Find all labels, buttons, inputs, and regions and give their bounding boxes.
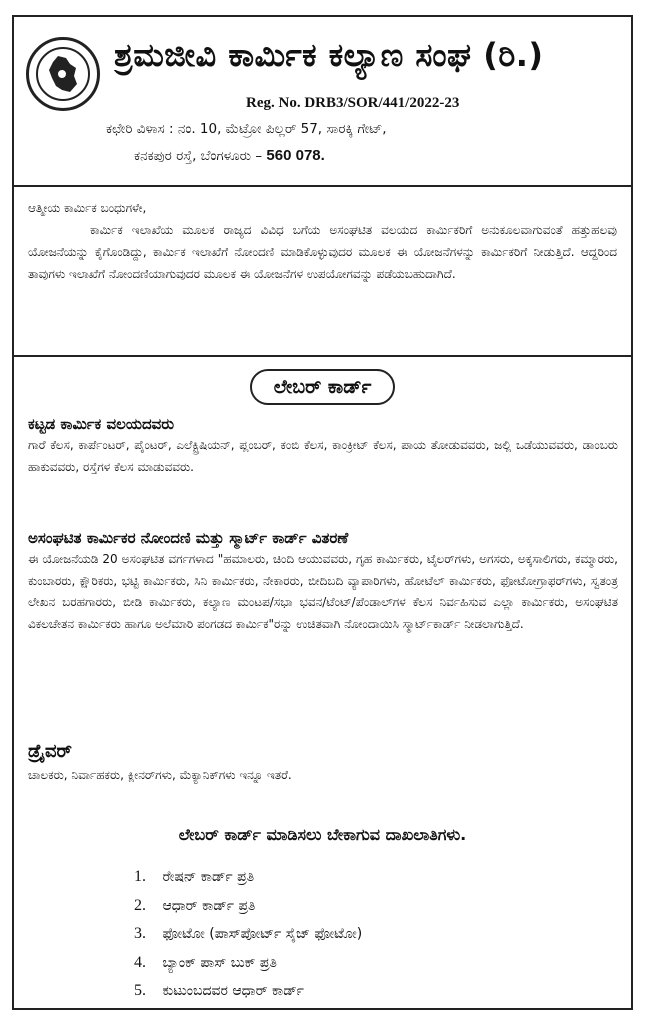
list-item: 3. ಫೋಟೋ (ಪಾಸ್‌ಪೋರ್ಟ್ ಸೈಜ್ ಫೋಟೋ)	[134, 925, 363, 942]
labour-card-banner	[14, 369, 631, 405]
greeting: ಆತ್ಮೀಯ ಕಾರ್ಮಿಕ ಬಂಧುಗಳೇ,	[28, 201, 147, 215]
construction-heading: ಕಟ್ಟಡ ಕಾರ್ಮಿಕ ವಲಯದವರು	[28, 415, 174, 433]
list-item: 4. ಬ್ಯಾಂಕ್ ಪಾಸ್ ಬುಕ್ ಪ್ರತಿ	[134, 953, 277, 971]
karnataka-map-emblem-icon	[26, 37, 100, 111]
documents-list	[134, 863, 362, 1006]
intro-section	[14, 187, 631, 357]
construction-body: ಗಾರೆ ಕೆಲಸ, ಕಾರ್ಪೆಂಟರ್, ಪೈಂಟರ್, ಎಲೆಕ್ಟ್ರಿಷಿಯನ್, ಪ್ಲಂಬರ್, ಕಂಬಿ ಕೆಲಸ, ಕಾಂಕ್ರೀಟ್ ಕೆಲಸ, ಪಾಯ ತೋಡುವವರು, ಜಲ್ಲಿ ಒಡೆಯುವವರು, ಡಾಂಬರು ಹಾಕುವವರು, ರಸ್ತೆಗಳ ಕೆಲಸ ಮಾಡುವವರು.	[28, 438, 618, 474]
notice-page	[12, 15, 633, 1010]
labour-card-title: ಲೇಬರ್ ಕಾರ್ಡ್	[250, 369, 396, 405]
list-item: 1. ರೇಷನ್ ಕಾರ್ಡ್ ಪ್ರತಿ	[134, 868, 255, 885]
unorganised-body: ಈ ಯೋಜನೆಯಡಿ 20 ಅಸಂಘಟಿತ ವರ್ಗಗಳಾದ "ಹಮಾಲರು, ಚಿಂದಿ ಆಯುವವರು, ಗೃಹ ಕಾರ್ಮಿಕರು, ಟೈಲರ್‌ಗಳು, ಅಗಸರು, ಅಕ್ಕಸಾಲಿಗರು, ಕಮ್ಮಾರರು, ಕುಂಬಾರರು, ಕ್ಷೌರಿಕರು, ಭಟ್ಟಿ ಕಾರ್ಮಿಕರು, ಸಿನಿ ಕಾರ್ಮಿಕರು, ನೇಕಾರರು, ಬೀದಿಬದಿ ವ್ಯಾಪಾರಿಗಳು, ಹೋಟೆಲ್ ಕಾರ್ಮಿಕರು, ಫೋಟೋಗ್ರಾಫರ್‌ಗಳು, ಸ್ವತಂತ್ರ ಲೇಖನ ಬರಹಗಾರರು, ಬೀಡಿ ಕಾರ್ಮಿಕರು, ಕಲ್ಯಾಣ ಮಂಟಪ/ಸಭಾ ಭವನ/ಟೆಂಟ್/ಪೆಂಡಾಲ್‌ಗಳ ಕೆಲಸ ನಿರ್ವಹಿಸುವ ಎಲ್ಲಾ ಕಾರ್ಮಿಕರು, ಅಸಂಘಟಿತ ವಿಕಲಚೇತನ ಕಾರ್ಮಿಕರು ಹಾಗೂ ಅಲೆಮಾರಿ ಪಂಗಡದ ಕಾರ್ಮಿಕ"ರನ್ನು ಉಚಿತವಾಗಿ ನೋಂದಾಯಿಸಿ ಸ್ಮಾರ್ಟ್‌ಕಾರ್ಡ್ ನೀಡಲಾಗುತ್ತಿದೆ.	[28, 552, 618, 631]
intro-paragraph: ಕಾರ್ಮಿಕ ಇಲಾಖೆಯ ಮೂಲಕ ರಾಜ್ಯದ ವಿವಿಧ ಬಗೆಯ ಅಸಂಘಟಿತ ವಲಯದ ಕಾರ್ಮಿಕರಿಗೆ ಅನುಕೂಲವಾಗುವಂತೆ ಹತ್ತುಹಲವು ಯೋಜನೆಯನ್ನು ಕೈಗೊಂಡಿದ್ದು, ಕಾರ್ಮಿಕ ಇಲಾಖೆಗೆ ನೋಂದಣಿ ಮಾಡಿಕೊಳ್ಳುವುದರ ಮೂಲಕ ಈ ಯೋಜನೆಗಳನ್ನು ಕಾರ್ಮಿಕರಿಗೆ ನೀಡುತ್ತಿದೆ. ಆದ್ದರಿಂದ ತಾವುಗಳು ಇಲಾಖೆಗೆ ನೋಂದಣಿಯಾಗುವುದರ ಮೂಲಕ ಈ ಯೋಜನೆಗಳ ಉಪಯೋಗವನ್ನು ಪಡೆಯಬಹುದಾಗಿದೆ.	[28, 223, 617, 281]
unorganised-heading: ಅಸಂಘಟಿತ ಕಾರ್ಮಿಕರ ನೋಂದಣಿ ಮತ್ತು ಸ್ಮಾರ್ಟ್ ಕಾರ್ಡ್ ವಿತರಣೆ	[28, 529, 349, 547]
letterhead	[14, 17, 631, 187]
list-item: 5. ಕುಟುಂಬದವರ ಆಧಾರ್ ಕಾರ್ಡ್	[134, 982, 304, 999]
construction-workers-section	[28, 413, 618, 478]
driver-heading: ಡ್ರೈವರ್	[28, 741, 72, 762]
office-address-line-2	[134, 147, 325, 164]
address-city: ಕನಕಪುರ ರಸ್ತೆ, ಬೆಂಗಳೂರು –	[134, 148, 267, 164]
office-address-line-1: ಕಛೇರಿ ವಿಳಾಸ : ನಂ. 10, ಮೆಟ್ರೋ ಪಿಲ್ಲರ್ 57, ಸಾರಕ್ಕಿ ಗೇಟ್,	[106, 121, 387, 137]
organisation-name: ಶ್ರಮಜೀವಿ ಕಾರ್ಮಿಕ ಕಲ್ಯಾಣ ಸಂಘ (ರಿ.)	[114, 36, 544, 74]
unorganised-workers-section	[28, 527, 618, 635]
driver-section	[28, 739, 618, 787]
registration-number: Reg. No. DRB3/SOR/441/2022-23	[246, 95, 460, 111]
list-item: 2. ಆಧಾರ್ ಕಾರ್ಡ್ ಪ್ರತಿ	[134, 896, 256, 914]
address-pincode: 560 078.	[266, 147, 325, 164]
driver-body: ಚಾಲಕರು, ನಿರ್ವಾಹಕರು, ಕ್ಲೀನರ್‌ಗಳು, ಮೆಕ್ಯಾನಿಕ್‌ಗಳು ಇನ್ನೂ ಇತರೆ.	[28, 768, 292, 782]
documents-heading: ಲೇಬರ್ ಕಾರ್ಡ್ ಮಾಡಿಸಲು ಬೇಕಾಗುವ ದಾಖಲಾತಿಗಳು.	[178, 825, 467, 844]
